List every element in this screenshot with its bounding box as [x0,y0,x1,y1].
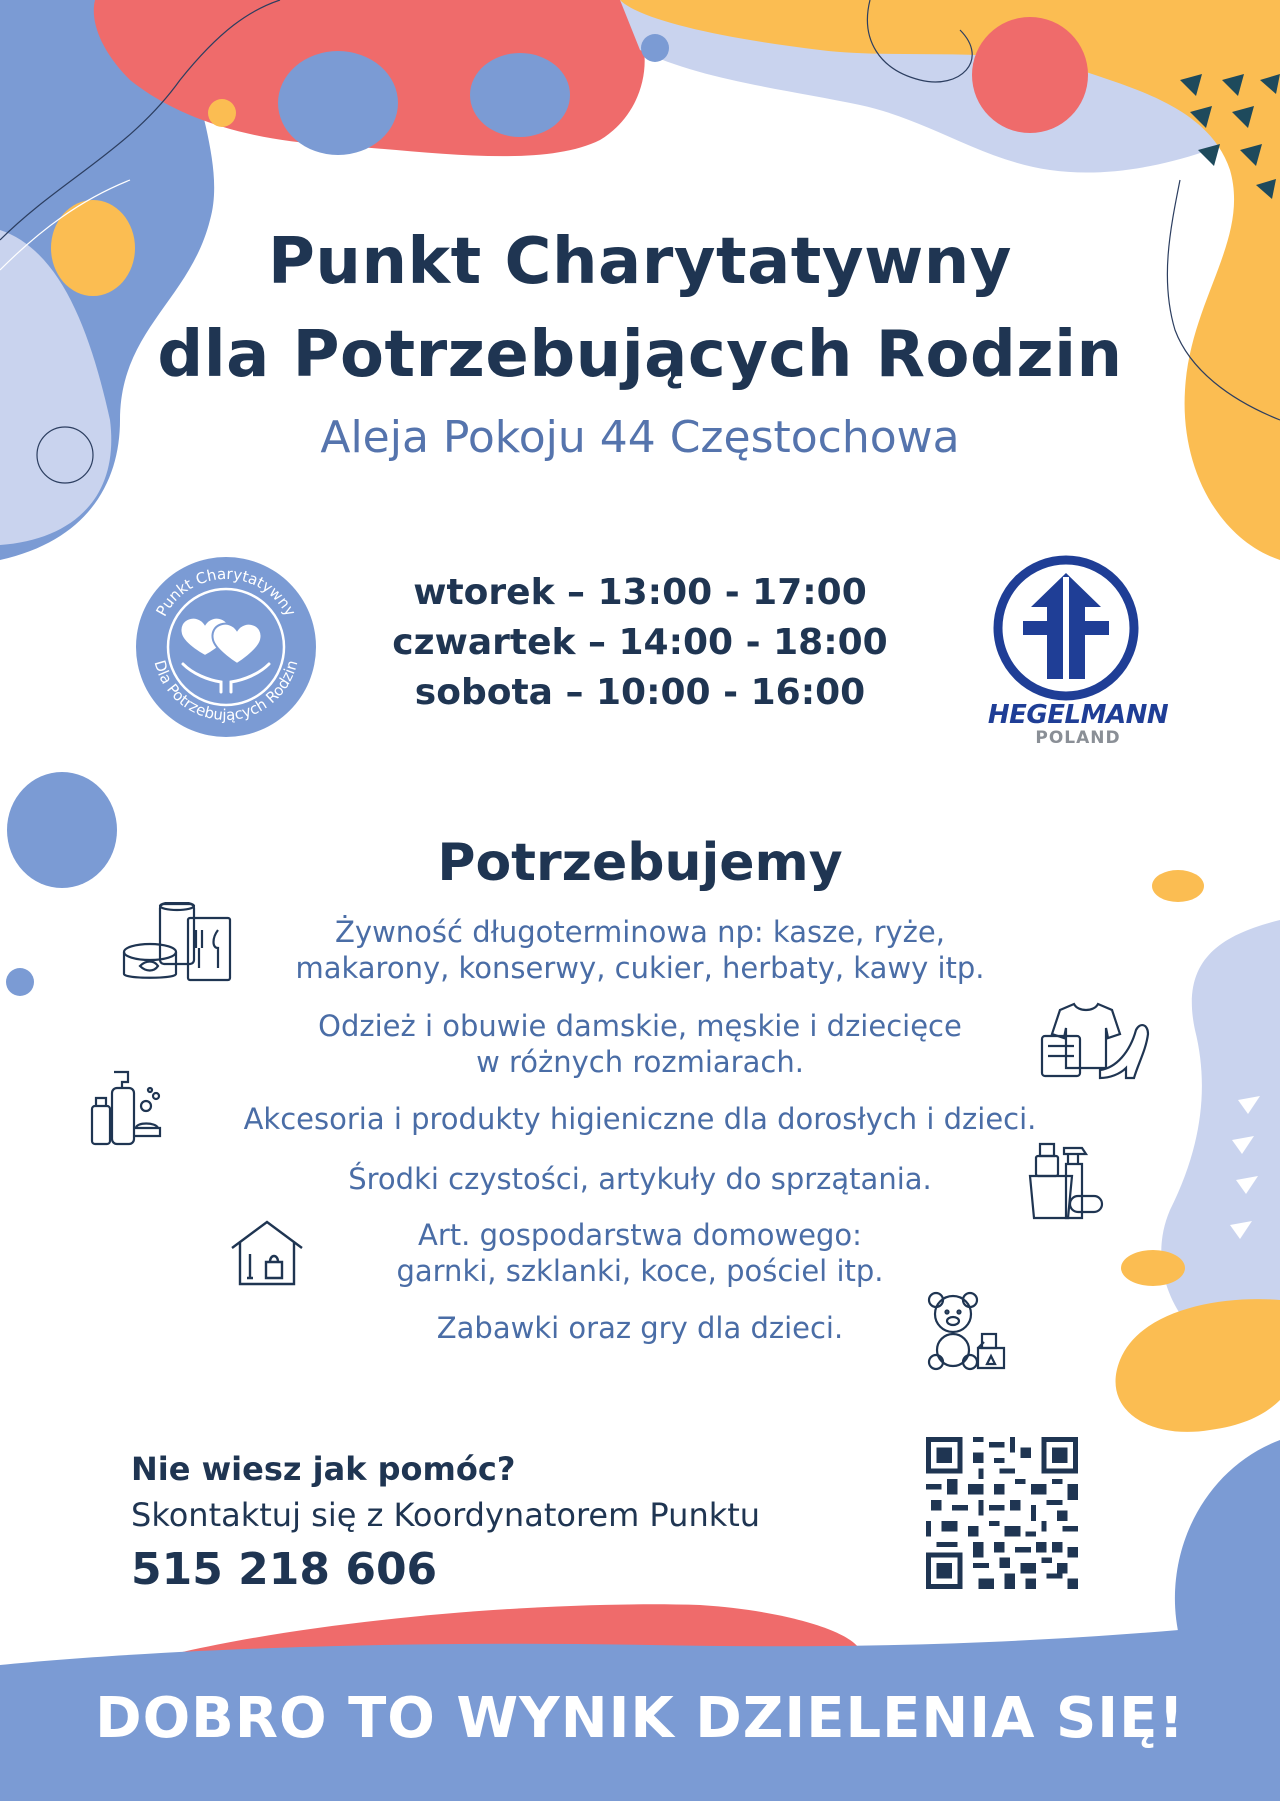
need-item-hygiene-line1: Akcesoria i produkty higieniczne dla dorosłych i dzieci. [243,1102,1037,1136]
need-item-clothing [200,1008,1080,1080]
hegelmann-wordmark [968,700,1188,748]
hygiene-products-icon [88,1066,166,1148]
canned-food-icon [122,902,234,984]
contact-block [131,1447,891,1601]
contact-text: Skontaktuj się z Koordynatorem Punktu [131,1496,761,1534]
need-item-food [200,914,1080,986]
need-item-cleaning [200,1161,1080,1197]
hours-tuesday: wtorek – 13:00 - 17:00 [413,572,867,613]
page-title-line1: Punkt Charytatywny [268,225,1012,299]
need-item-cleaning-line1: Środki czystości, artykuły do sprzątania. [348,1162,932,1196]
household-icon [228,1218,306,1288]
hegelmann-country: POLAND [1035,728,1121,748]
footer-slogan: DOBRO TO WYNIK DZIELENIA SIĘ! [95,1686,1185,1751]
clothing-icon [1040,1000,1152,1082]
need-item-clothing-line2: w różnych rozmiarach. [476,1045,804,1079]
need-item-food-line1: Żywność długoterminowa np: kasze, ryże, [335,915,945,949]
need-item-household-line2: garnki, szklanki, koce, pościel itp. [396,1254,884,1288]
hours-thursday: czwartek – 14:00 - 18:00 [392,622,888,663]
contact-question: Nie wiesz jak pomóc? [131,1450,516,1488]
hegelmann-logo-icon [993,555,1139,701]
contact-phone[interactable]: 515 218 606 [131,1544,438,1595]
opening-hours [380,568,900,718]
page-title-line2: dla Potrzebujących Rodzin [157,318,1123,392]
charity-ring-text-top: Punkt Charytatywny [152,564,300,620]
need-item-food-line2: makarony, konserwy, cukier, herbaty, kawy itp. [295,951,985,985]
teddy-bear-icon [926,1290,1010,1372]
need-item-clothing-line1: Odzież i obuwie damskie, męskie i dziecięce [318,1009,962,1043]
need-item-household [200,1217,1080,1289]
charity-ring-text-bottom: Dla Potrzebujących Rodzin [150,658,302,725]
cleaning-supplies-icon [1026,1140,1106,1222]
need-item-toys-line1: Zabawki oraz gry dla dzieci. [436,1311,844,1345]
charity-logo [133,554,319,740]
hours-saturday: sobota – 10:00 - 16:00 [414,672,866,713]
needs-title: Potrzebujemy [437,833,843,893]
address: Aleja Pokoju 44 Częstochowa [320,412,960,463]
need-item-household-line1: Art. gospodarstwa domowego: [418,1218,862,1252]
qr-code[interactable] [926,1437,1078,1589]
hegelmann-name: HEGELMANN [987,700,1169,730]
need-item-hygiene [200,1101,1080,1137]
